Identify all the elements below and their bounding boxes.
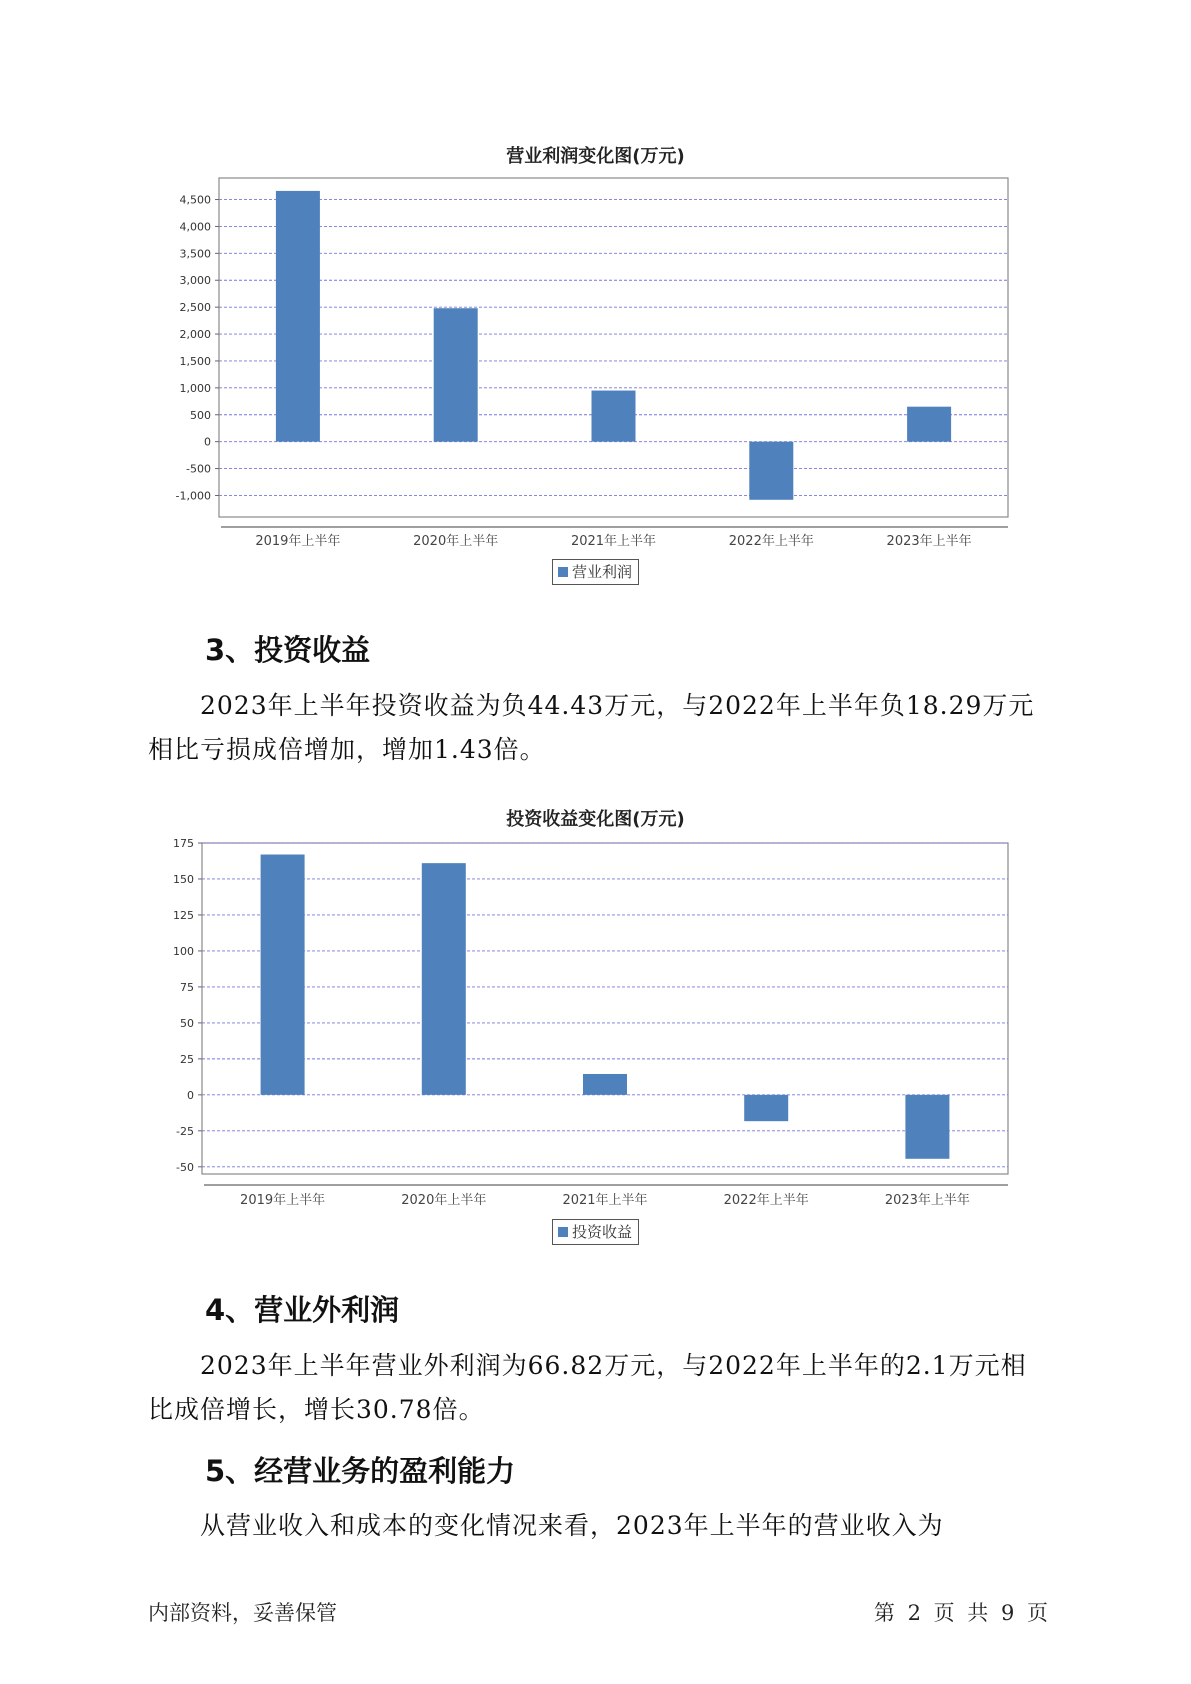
chart2-legend (552, 1219, 639, 1245)
chart2-ytick-label: 50 (180, 1016, 194, 1030)
chart1-ytick-label: -1,000 (175, 489, 211, 503)
chart1-ytick-label: 4,000 (179, 220, 211, 234)
section4-heading: 4、营业外利润 (205, 1293, 400, 1327)
chart2-bar (422, 863, 466, 1095)
chart2-ytick-label: 100 (173, 944, 194, 958)
chart1-ytick-label: 0 (204, 435, 211, 449)
chart1-category-label: 2022年上半年 (728, 534, 814, 549)
chart1-ytick-label: 1,000 (179, 381, 211, 395)
section3-line1: 2023年上半年投资收益为负44.43万元，与2022年上半年负18.29万元 (200, 691, 1035, 720)
footer-confidential: 内部资料，妥善保管 (148, 1601, 337, 1625)
chart2-ytick-label: 25 (180, 1052, 194, 1066)
chart2-ytick-label: 175 (173, 837, 194, 850)
chart1-legend-label: 营业利润 (572, 563, 633, 581)
chart1-title: 营业利润变化图(万元) (506, 146, 685, 167)
chart2-legend-label: 投资收益 (572, 1223, 633, 1241)
chart2-category-label: 2023年上半年 (884, 1193, 970, 1208)
chart2-ytick-label: 150 (173, 872, 194, 886)
chart1-ytick-label: 500 (190, 408, 211, 422)
chart2-category-label: 2019年上半年 (240, 1193, 326, 1208)
chart2-category-label: 2021年上半年 (562, 1193, 648, 1208)
chart2-ytick-label: 75 (180, 980, 194, 994)
chart2-title: 投资收益变化图(万元) (506, 809, 685, 830)
chart2-bar (261, 855, 305, 1095)
chart2-bar (583, 1074, 627, 1095)
chart2-ytick-label: 125 (173, 908, 194, 922)
chart2-bar (905, 1095, 949, 1159)
chart1-ytick-label: 1,500 (179, 354, 211, 368)
section4-line1: 2023年上半年营业外利润为66.82万元，与2022年上半年的2.1万元相 (200, 1351, 1027, 1380)
chart2-category-label: 2020年上半年 (401, 1193, 487, 1208)
section5-paragraph (148, 1504, 1048, 1548)
chart1-ytick-label: 2,000 (179, 328, 211, 342)
chart2-ytick-label: -50 (176, 1160, 194, 1174)
section4-line2: 比成倍增长，增长30.78倍。 (148, 1395, 485, 1424)
chart2-legend-swatch (558, 1227, 568, 1237)
chart1-category-label: 2020年上半年 (413, 534, 499, 549)
chart1-ytick-label: 2,500 (179, 301, 211, 315)
section5-heading: 5、经营业务的盈利能力 (205, 1454, 516, 1488)
section4-paragraph (148, 1344, 1048, 1432)
chart1-ytick-label: -500 (186, 462, 211, 476)
section5-line1: 从营业收入和成本的变化情况来看，2023年上半年的营业收入为 (200, 1511, 944, 1540)
chart1-ytick-label: 3,500 (179, 247, 211, 261)
chart1-ytick-label: 4,500 (179, 193, 211, 207)
chart2-bar (744, 1095, 788, 1121)
chart2-category-label: 2022年上半年 (723, 1193, 809, 1208)
footer-page-number: 第 2 页 共 9 页 (873, 1601, 1048, 1625)
section3-line2: 相比亏损成倍增加，增加1.43倍。 (148, 735, 546, 764)
chart2-ytick-label: 0 (187, 1088, 194, 1102)
chart2-plot-frame (202, 843, 1008, 1174)
chart1-category-label: 2023年上半年 (886, 534, 972, 549)
chart1-ytick-label: 3,000 (179, 274, 211, 288)
chart2-ytick-label: -25 (176, 1124, 194, 1138)
chart1-category-label: 2021年上半年 (570, 534, 657, 549)
chart1-category-label: 2019年上半年 (255, 534, 341, 549)
section3-heading: 3、投资收益 (205, 633, 371, 667)
